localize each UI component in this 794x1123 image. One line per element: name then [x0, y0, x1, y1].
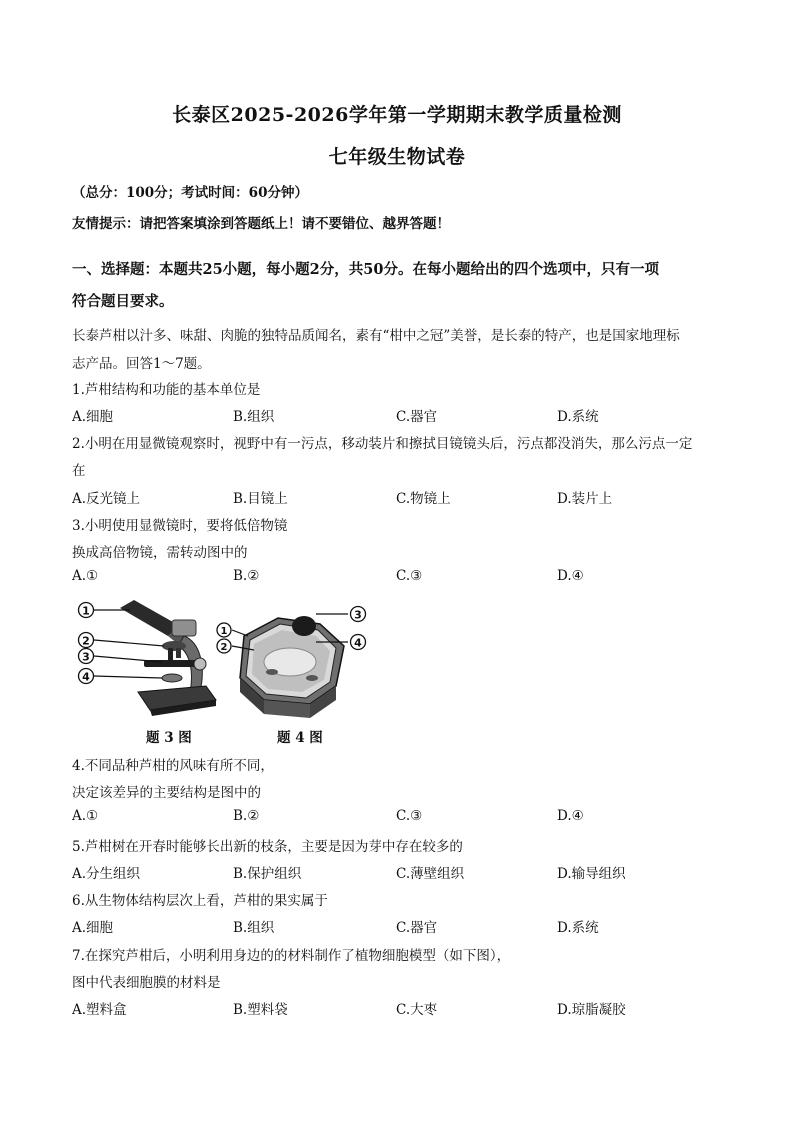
question-1-stem: 1.芦柑结构和功能的基本单位是: [72, 382, 261, 398]
question-3-stem: 3.小明使用显微镜时，要将低倍物镜: [72, 518, 288, 534]
svg-text:1: 1: [220, 626, 228, 637]
q6-option-d: D.系统: [557, 920, 599, 936]
intro-line2: 志产品。回答1～7题。: [72, 356, 211, 372]
svg-text:2: 2: [82, 634, 90, 648]
fig4-marker-3: [351, 607, 366, 622]
fig4-marker-4: [351, 635, 366, 650]
q2-option-c: C.物镜上: [396, 491, 451, 507]
question-2-stem-cont: 在: [72, 463, 86, 479]
q5-option-d: D.输导组织: [557, 866, 626, 882]
svg-text:1: 1: [82, 604, 90, 618]
q7-option-d: D.琼脂凝胶: [557, 1002, 626, 1018]
q4-option-b: B.②: [233, 808, 260, 824]
q3-option-c: C.③: [396, 568, 423, 584]
exam-subtitle: 七年级生物试卷: [328, 146, 466, 168]
question-3-stem-cont: 换成高倍物镜，需转动图中的: [72, 545, 248, 561]
tip-line: 友情提示：请把答案填涂到答题纸上！请不要错位、越界答题！: [72, 216, 450, 232]
figure-3-caption: 题 3 图: [146, 730, 192, 746]
question-4-stem: 4.不同品种芦柑的风味有所不同，: [72, 758, 274, 774]
q1-option-b: B.组织: [233, 409, 275, 425]
q1-option-c: C.器官: [396, 409, 438, 425]
exam-title: 长泰区2025-2026学年第一学期期末教学质量检测: [172, 104, 622, 126]
question-2-stem: 2.小明在用显微镜观察时，视野中有一污点，移动装片和擦拭目镜镜头后，污点都没消失，那么污点一定: [72, 436, 693, 452]
question-7-stem-cont: 图中代表细胞膜的材料是: [72, 975, 221, 991]
svg-text:4: 4: [354, 636, 362, 650]
q7-option-b: B.塑料袋: [233, 1002, 288, 1018]
q3-option-b: B.②: [233, 568, 260, 584]
q4-option-c: C.③: [396, 808, 423, 824]
fig3-marker-3: [79, 649, 94, 664]
q1-option-a: A.细胞: [72, 409, 114, 425]
figures-area: [72, 596, 392, 746]
svg-text:3: 3: [354, 608, 362, 622]
section-heading-line2: 符合题目要求。: [72, 293, 174, 310]
q4-option-a: A.①: [72, 808, 99, 824]
fig4-marker-2: [217, 639, 231, 653]
question-6-stem: 6.从生物体结构层次上看，芦柑的果实属于: [72, 893, 328, 909]
score-info: （总分：100分；考试时间：60分钟）: [72, 185, 308, 201]
q4-option-d: D.④: [557, 808, 584, 824]
svg-text:3: 3: [82, 650, 90, 664]
intro-line1: 长泰芦柑以汁多、味甜、肉脆的独特品质闻名，素有“柑中之冠”美誉，是长泰的特产，也是国家地理标: [72, 328, 680, 344]
q6-option-c: C.器官: [396, 920, 438, 936]
question-7-stem: 7.在探究芦柑后，小明利用身边的的材料制作了植物细胞模型（如下图），: [72, 948, 511, 964]
figure-4-caption: 题 4 图: [277, 730, 323, 746]
question-4-stem-cont: 决定该差异的主要结构是图中的: [72, 785, 261, 801]
q2-option-a: A.反光镜上: [72, 491, 141, 507]
figures-svg: [72, 596, 392, 746]
plant-cell-illustration: [240, 616, 344, 718]
svg-text:2: 2: [220, 642, 228, 653]
fig4-marker-1: [217, 623, 231, 637]
q7-option-c: C.大枣: [396, 1002, 438, 1018]
q7-option-a: A.塑料盒: [72, 1002, 127, 1018]
section-heading-line1: 一、选择题：本题共25小题，每小题2分，共50分。在每小题给出的四个选项中，只有一项: [72, 261, 659, 278]
fig3-marker-1: [79, 603, 94, 618]
svg-text:4: 4: [82, 670, 90, 684]
fig3-marker-2: [79, 633, 94, 648]
q5-option-a: A.分生组织: [72, 866, 141, 882]
fig3-marker-4: [79, 669, 94, 684]
q3-option-a: A.①: [72, 568, 99, 584]
question-5-stem: 5.芦柑树在开春时能够长出新的枝条，主要是因为芽中存在较多的: [72, 839, 463, 855]
q2-option-d: D.装片上: [557, 491, 613, 507]
q1-option-d: D.系统: [557, 409, 599, 425]
q6-option-a: A.细胞: [72, 920, 114, 936]
microscope-illustration: [120, 600, 216, 716]
q6-option-b: B.组织: [233, 920, 275, 936]
q3-option-d: D.④: [557, 568, 584, 584]
q5-option-c: C.薄壁组织: [396, 866, 465, 882]
q2-option-b: B.目镜上: [233, 491, 288, 507]
q5-option-b: B.保护组织: [233, 866, 302, 882]
